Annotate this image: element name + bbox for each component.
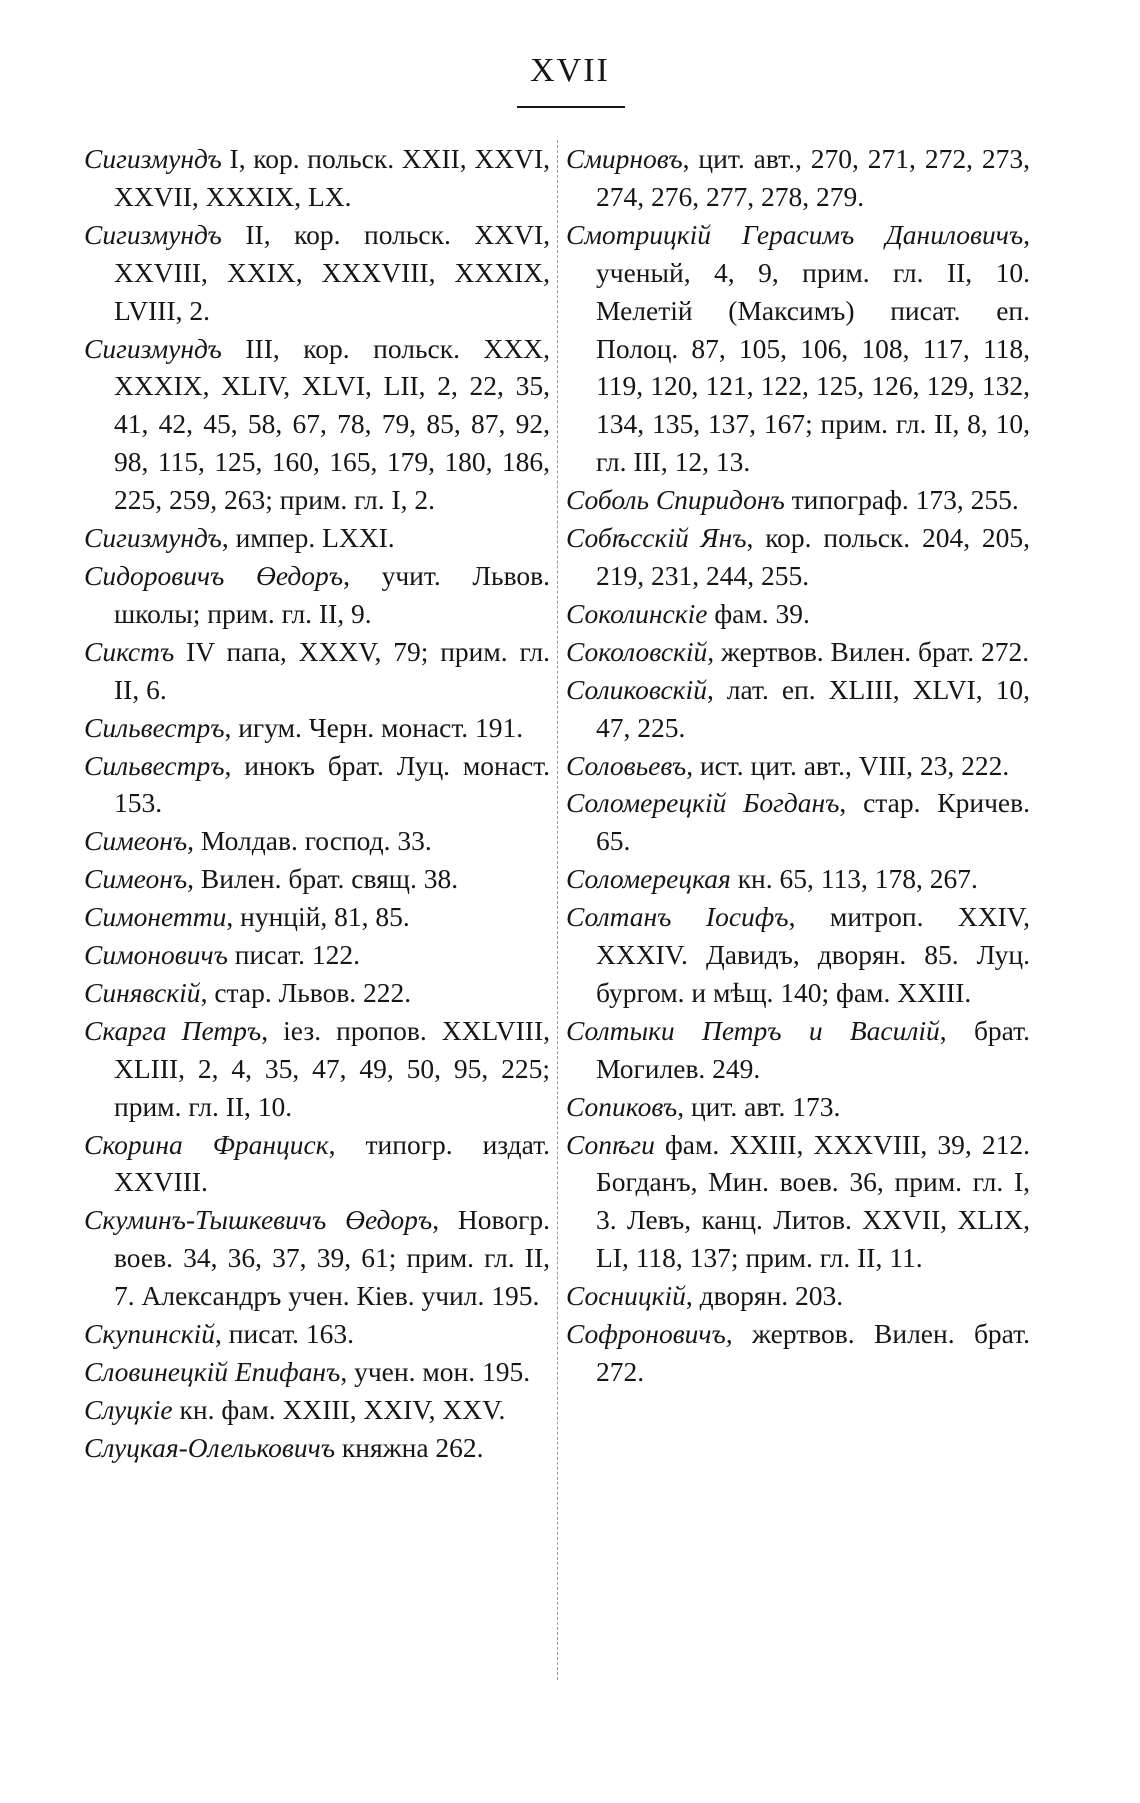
- entry-text: , игум. Черн. монаст. 191.: [224, 711, 524, 743]
- entry-headword: Симонетти: [84, 901, 227, 933]
- index-entry: [84, 519, 550, 557]
- entry-text: , Вилен. брат. свящ. 38.: [187, 863, 459, 895]
- entry-headword: Скарга Петръ: [84, 1014, 262, 1046]
- entry-headword: Сопѣги: [566, 1128, 655, 1160]
- index-entry: [566, 671, 1030, 747]
- index-entry: [566, 784, 1030, 860]
- entry-headword: Симоновичъ: [84, 939, 228, 971]
- entry-text: , кор. польск. 204, 205, 219, 231, 244, 255.: [596, 522, 1030, 591]
- entry-text: , Новогр. воев. 34, 36, 37, 39, 61; прим. гл. II, 7. Александръ учен. Кiев. учил. 195.: [114, 1204, 550, 1312]
- entry-headword: Сигизмундъ: [84, 143, 222, 174]
- index-entry: [84, 822, 550, 860]
- entry-headword: Соколовскій: [566, 635, 708, 667]
- entry-headword: Сигизмундъ: [84, 218, 222, 250]
- entry-headword: Солтыки Петръ и Василій: [566, 1014, 940, 1046]
- index-entry: [84, 1012, 550, 1126]
- entry-text: жертвов. Вилен. брат. 272.: [596, 1318, 1030, 1387]
- entry-text: , цит. авт., 270, 271, 272, 273, 274, 276, 277, 278, 279.: [596, 143, 1030, 212]
- entry-text: кн. 65, 113, 178, 267.: [730, 863, 978, 895]
- entry-headword: Слуцкая-Олельковичъ: [84, 1431, 336, 1463]
- entry-text: княжна 262.: [335, 1431, 484, 1463]
- index-entry: [566, 860, 1030, 898]
- header-rule: [517, 106, 625, 108]
- entry-headword: Сильвестръ: [84, 749, 225, 781]
- entry-text: Молдав. господ. 33.: [194, 825, 432, 857]
- index-entry: [566, 1088, 1030, 1126]
- index-entry: [84, 747, 550, 823]
- index-entry: [566, 519, 1030, 595]
- entry-text: , стар. Кричев. 65.: [596, 787, 1030, 857]
- entry-text: , ученый, 4, 9, прим. гл. II, 10. Мелетій (Максимъ) писат. еп. Полоц. 87, 105, 106, 108, 117, 118, 119, 120, 121, 122, 125, 126, 129, 132, 134, 135, 137, 167; прим. гл. II, 8, 10, гл. III, 12, 13.: [596, 218, 1030, 478]
- entry-text: , цит. авт. 173.: [677, 1090, 841, 1122]
- entry-headword: Словинецкій Епифанъ: [84, 1356, 341, 1387]
- index-entry: [566, 633, 1030, 671]
- index-entry: [566, 140, 1030, 216]
- entry-headword: Сигизмундъ: [84, 522, 222, 554]
- left-column: [84, 140, 550, 1467]
- entry-headword: Соломерецкая: [566, 863, 731, 895]
- index-entry: [84, 709, 550, 747]
- entry-headword: Соликовскій: [566, 673, 707, 705]
- index-entry: [84, 1315, 550, 1353]
- entry-text: , импер. LXXI.: [221, 522, 395, 554]
- index-entry: [566, 1277, 1030, 1315]
- entry-headword: Скорина Франциск: [84, 1128, 329, 1160]
- index-entry: [84, 557, 550, 633]
- entry-headword: Солтанъ Іосифъ: [566, 901, 789, 933]
- entry-text: , жертвов. Вилен. брат. 272.: [707, 635, 1030, 667]
- entry-text: , лат. еп. XLIII, XLVI, 10, 47, 225.: [596, 673, 1030, 743]
- entry-headword: Соломерецкій Богданъ: [566, 787, 840, 819]
- index-entry: [84, 974, 550, 1012]
- entry-text: , типогр. издат. XXVIII.: [114, 1128, 550, 1198]
- index-entry: [566, 595, 1030, 633]
- page-number: XVII: [530, 52, 610, 89]
- index-entry: [566, 1126, 1030, 1278]
- entry-headword: Сикстъ: [84, 635, 175, 667]
- entry-headword: Смирновъ: [566, 143, 683, 174]
- index-entry: [84, 860, 550, 898]
- entry-headword: Соболь Спиридонъ: [566, 484, 785, 516]
- entry-text: , дворян. 203.: [685, 1280, 844, 1312]
- index-entry: [84, 936, 550, 974]
- index-entry: [84, 633, 550, 709]
- entry-text: III, кор. польск. XXX, XXXIX, XLIV, XLVI, LII, 2, 22, 35, 41, 42, 45, 58, 67, 78, 79, 85, 87, 92, 98, 115, 125, 160, 165, 179, 180, 186, 225, 259, 263; прим. гл. I, 2.: [114, 332, 550, 516]
- index-entry: [84, 1201, 550, 1315]
- entry-text: , учен. мон. 195.: [340, 1356, 531, 1387]
- entry-text: I, кор. польск. XXII, XXVI, XXVII, XXXIX, LX.: [114, 143, 550, 212]
- entry-text: кн. фам. XXIII, XXIV, XXV.: [172, 1393, 506, 1425]
- index-entry: [566, 747, 1030, 785]
- entry-text: , нунцій, 81, 85.: [226, 901, 410, 933]
- column-divider: [557, 140, 558, 1680]
- entry-text: типограф. 173, 255.: [784, 484, 1019, 516]
- index-entry: [566, 898, 1030, 1012]
- entry-headword: Соколинскіе: [566, 597, 708, 629]
- entry-headword: Сидоровичъ Өедоръ: [84, 559, 344, 591]
- entry-headword: Синявскій: [84, 976, 201, 1008]
- index-entry: [566, 1012, 1030, 1088]
- entry-headword: Сопиковъ: [566, 1090, 678, 1122]
- entry-headword: Сигизмундъ: [84, 332, 222, 364]
- entry-text: , писат. 163.: [215, 1318, 355, 1350]
- index-entry: [566, 1315, 1030, 1391]
- index-entry: [84, 1391, 550, 1429]
- index-entry: [84, 330, 550, 520]
- index-entry: [84, 1429, 550, 1467]
- entry-headword: Скуминъ-Тышкевичъ Өедоръ: [84, 1204, 433, 1236]
- right-column: [566, 140, 1030, 1391]
- entry-text: , учит. Львов. школы; прим. гл. II, 9.: [114, 559, 550, 629]
- entry-text: , митроп. XXIV, XXXIV. Давидъ, дворян. 85. Луц. бургом. и мѣщ. 140; фам. XXIII.: [596, 901, 1031, 1008]
- index-entry: [84, 898, 550, 936]
- entry-text: фам. 39.: [707, 597, 810, 629]
- entry-text: , инокъ брат. Луц. монаст. 153.: [114, 749, 550, 819]
- index-entry: [566, 216, 1030, 481]
- index-entry: [84, 216, 550, 330]
- entry-headword: Соловьевъ: [566, 749, 687, 781]
- entry-text: , ист. цит. авт., VIII, 23, 222.: [686, 749, 1010, 781]
- entry-text: , стар. Львов. 222.: [200, 976, 412, 1008]
- entry-text: IV папа, XXXV, 79; прим. гл. II, 6.: [114, 635, 550, 705]
- entry-text: , іез. пропов. XXLVIII, XLIII, 2, 4, 35, 47, 49, 50, 95, 225; прим. гл. II, 10.: [114, 1014, 550, 1122]
- entry-text: писат. 122.: [227, 939, 361, 971]
- entry-headword: Софроновичъ,: [566, 1318, 733, 1350]
- entry-text: II, кор. польск. XXVI, XXVIII, XXIX, XXXVIII, XXXIX, LVIII, 2.: [114, 218, 550, 326]
- entry-text: , брат. Могилев. 249.: [596, 1014, 1031, 1084]
- index-entry: [84, 1353, 550, 1391]
- entry-headword: Симеонъ,: [84, 825, 195, 857]
- entry-headword: Собѣсскій Янъ: [566, 522, 747, 554]
- entry-headword: Скупинскій: [84, 1318, 216, 1350]
- entry-headword: Сосницкій: [566, 1280, 686, 1312]
- entry-headword: Смотрицкій Герасимъ Даниловичъ: [566, 218, 1024, 250]
- index-entry: [84, 1126, 550, 1202]
- index-entry: [566, 481, 1030, 519]
- index-entry: [84, 140, 550, 216]
- entry-headword: Слуцкіе: [84, 1393, 173, 1425]
- entry-headword: Симеонъ: [84, 863, 188, 895]
- entry-text: фам. XXIII, XXXVIII, 39, 212. Богданъ, Мин. воев. 36, прим. гл. I, 3. Левъ, канц. Литов. XXVII, XLIX, LI, 118, 137; прим. гл. II, 11.: [596, 1128, 1030, 1274]
- entry-headword: Сильвестръ: [84, 711, 225, 743]
